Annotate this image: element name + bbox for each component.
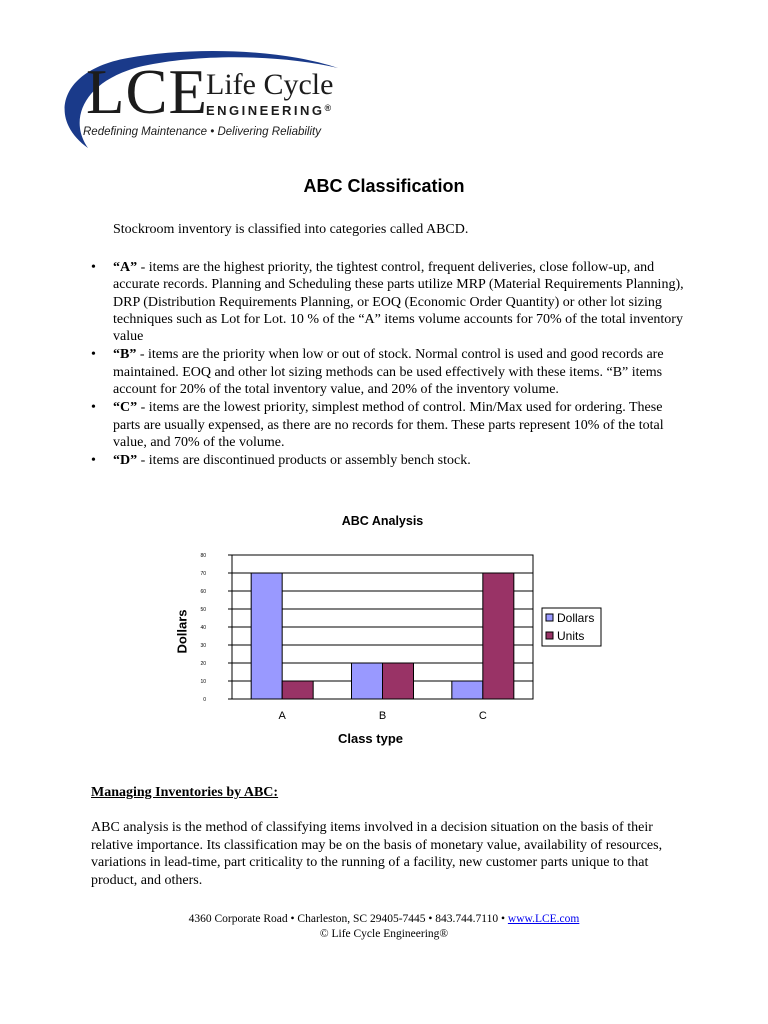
bar-dollars-c [452, 681, 483, 699]
logo-mark: LCE [86, 57, 208, 127]
bar-units-a [282, 681, 313, 699]
legend-label: Dollars [557, 611, 595, 625]
y-tick-label: 0 [203, 697, 206, 703]
page-title: ABC Classification [303, 176, 465, 196]
logo-subtitle: ENGINEERING® [206, 103, 332, 118]
list-item [92, 259, 692, 345]
bullet-icon: • [91, 260, 96, 275]
footer-copyright: © Life Cycle Engineering® [319, 928, 449, 940]
item-text: - items are the highest priority, the tightest control, frequent deliveries, close follow-up, and accurate records. Planning and Scheduling these parts utilize MRP (Material Requirements Planning), DRP (Distribution Requirements Planning, or EOQ (Economic Order Quantity) or other lot sizing techniques such as Lot for Lot. 10 % of the “A” items volume accounts for 70% of the total inventory value [113, 260, 684, 345]
item-lead: “B” [113, 347, 137, 363]
item-lead: “D” [113, 453, 138, 469]
bar-units-c [483, 573, 514, 699]
bullet-icon: • [91, 453, 96, 469]
y-tick-label: 50 [200, 607, 206, 613]
logo-name: Life Cycle [206, 68, 334, 101]
website-link[interactable]: www.LCE.com [507, 913, 580, 925]
item-lead: “A” [113, 260, 138, 275]
y-tick-label: 80 [200, 553, 206, 559]
item-text: - items are discontinued products or assembly bench stock. [137, 453, 471, 469]
footer-contact [0, 912, 768, 927]
bullet-icon: • [91, 400, 96, 416]
legend-swatch [546, 632, 553, 639]
list-item [92, 399, 692, 451]
x-tick-label: B [378, 710, 387, 722]
item-text: - items are the priority when low or out of stock. Normal control is used and good records are maintained. EOQ and other lot sizing methods can be used effectively with these items. “B” items account for 20% of the total inventory value, and 20% of the inventory volume. [113, 347, 664, 398]
legend-label: Units [557, 629, 585, 643]
y-tick-label: 60 [200, 589, 206, 595]
y-tick-label: 10 [200, 679, 206, 685]
footer-address: 4360 Corporate Road • Charleston, SC 29405-7445 • 843.744.7110 • [188, 913, 508, 925]
company-logo [48, 40, 348, 160]
y-tick-label: 70 [200, 571, 206, 577]
x-tick-label: A [278, 710, 286, 722]
section-paragraph: ABC analysis is the method of classifying items involved in a decision situation on the basis of their relative importance. Its classification may be on the basis of monetary value, availability of resources, variations in lead-time, part criticality to the running of a facility, new customer parts unique to that product, and others. [91, 820, 663, 888]
bar-units-b [383, 663, 414, 699]
list-item [92, 452, 692, 469]
intro-text: Stockroom inventory is classified into categories called ABCD. [113, 222, 469, 237]
chart-y-axis-label: Dollars [174, 609, 190, 654]
x-tick-label: C [478, 710, 487, 722]
logo-tagline: Redefining Maintenance • Delivering Reliability [83, 126, 321, 138]
section-heading: Managing Inventories by ABC: [91, 785, 279, 800]
y-tick-label: 20 [200, 661, 206, 667]
list-item [92, 346, 692, 398]
legend-swatch [546, 614, 553, 621]
y-tick-label: 30 [200, 643, 206, 649]
bullet-icon: • [91, 347, 96, 363]
classification-list [92, 259, 692, 471]
bar-dollars-b [352, 663, 383, 699]
item-lead: “C” [113, 400, 138, 416]
page-footer [0, 912, 768, 942]
y-tick-label: 40 [200, 625, 206, 631]
chart-title: ABC Analysis [341, 514, 424, 528]
chart-x-axis-label: Class type [337, 731, 404, 746]
bar-dollars-a [251, 573, 282, 699]
abc-analysis-chart [190, 545, 620, 730]
item-text: - items are the lowest priority, simplest method of control. Min/Max used for ordering. These parts are usually expensed, as there are no records for them. These parts represent 10% of the total value, and 70% of the volume. [113, 400, 664, 450]
